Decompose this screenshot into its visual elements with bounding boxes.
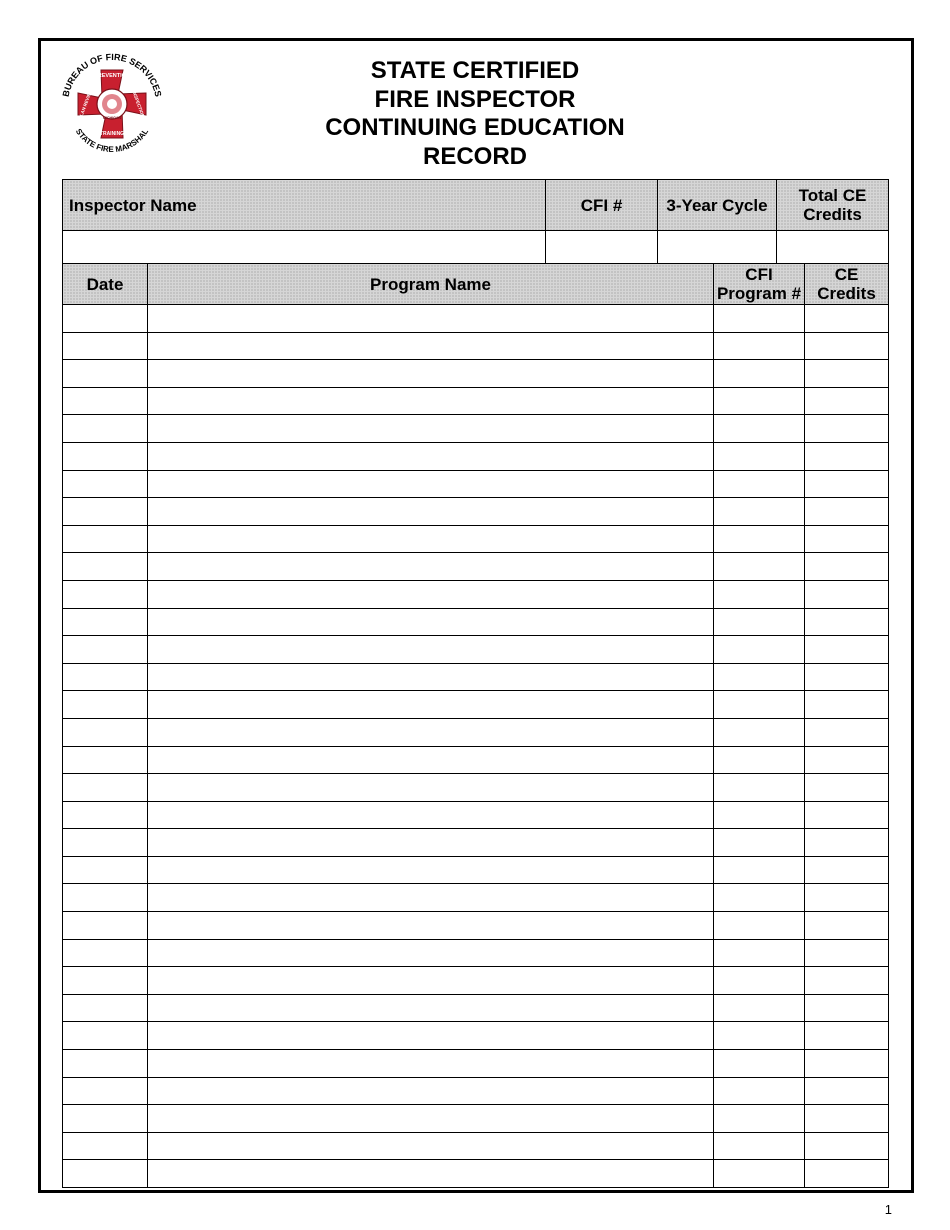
fire-marshal-logo: [56, 48, 168, 160]
program-name-cell[interactable]: [148, 774, 714, 802]
date-cell[interactable]: [63, 1077, 148, 1105]
date-cell[interactable]: [63, 360, 148, 388]
cfi-program-number-cell[interactable]: [714, 636, 805, 664]
date-cell[interactable]: [63, 470, 148, 498]
table-row: [63, 801, 889, 829]
cfi-program-number-cell[interactable]: [714, 498, 805, 526]
date-cell[interactable]: [63, 332, 148, 360]
table-row: [63, 663, 889, 691]
ce-credits-cell[interactable]: [805, 525, 889, 553]
date-cell[interactable]: [63, 939, 148, 967]
date-cell[interactable]: [63, 415, 148, 443]
program-name-cell[interactable]: [148, 1160, 714, 1188]
program-name-cell[interactable]: [148, 718, 714, 746]
cfi-program-line-1: CFI: [745, 265, 773, 284]
ce-credits-cell[interactable]: [805, 912, 889, 940]
ce-credits-header: [805, 264, 889, 305]
cfi-program-number-cell[interactable]: [714, 856, 805, 884]
table-row: [63, 525, 889, 553]
date-cell[interactable]: [63, 1050, 148, 1078]
date-cell[interactable]: [63, 746, 148, 774]
date-cell[interactable]: [63, 663, 148, 691]
ce-credits-cell[interactable]: [805, 1160, 889, 1188]
date-cell[interactable]: [63, 525, 148, 553]
table-row: [63, 884, 889, 912]
logo-center: MICHIGAN: [102, 116, 122, 120]
table-row: [63, 1132, 889, 1160]
program-name-cell[interactable]: [148, 967, 714, 995]
ce-credits-cell[interactable]: [805, 1050, 889, 1078]
program-name-cell[interactable]: [148, 829, 714, 857]
logo-cross-right: INSPECTION: [131, 90, 146, 118]
program-name-cell[interactable]: [148, 801, 714, 829]
log-rows: [63, 305, 889, 1188]
program-name-header: Program Name: [148, 264, 714, 305]
date-cell[interactable]: [63, 387, 148, 415]
table-row: [63, 1105, 889, 1133]
cfi-program-number-cell[interactable]: [714, 801, 805, 829]
date-cell[interactable]: [63, 967, 148, 995]
cfi-program-number-cell[interactable]: [714, 746, 805, 774]
form-title: [250, 57, 700, 171]
table-row: [63, 608, 889, 636]
table-row: [63, 1160, 889, 1188]
program-name-cell[interactable]: [148, 994, 714, 1022]
inspector-name-header: Inspector Name: [63, 180, 546, 231]
program-name-cell[interactable]: [148, 608, 714, 636]
table-row: [63, 360, 889, 388]
date-cell[interactable]: [63, 442, 148, 470]
table-row: [63, 305, 889, 333]
table-row: [63, 774, 889, 802]
date-cell[interactable]: [63, 608, 148, 636]
education-log-table: [62, 263, 889, 1188]
table-row: [63, 553, 889, 581]
total-ce-line-2: Credits: [803, 205, 862, 224]
ce-credits-cell[interactable]: [805, 470, 889, 498]
date-cell[interactable]: [63, 774, 148, 802]
table-row: [63, 415, 889, 443]
program-name-cell[interactable]: [148, 663, 714, 691]
table-row: [63, 442, 889, 470]
maltese-cross-icon: [78, 70, 146, 138]
cfi-program-number-cell[interactable]: [714, 1105, 805, 1133]
ce-credits-cell[interactable]: [805, 746, 889, 774]
ce-credits-cell[interactable]: [805, 387, 889, 415]
program-name-cell[interactable]: [148, 305, 714, 333]
ce-credits-cell[interactable]: [805, 608, 889, 636]
table-row: [63, 967, 889, 995]
date-cell[interactable]: [63, 1105, 148, 1133]
date-cell[interactable]: [63, 1160, 148, 1188]
cfi-program-number-cell[interactable]: [714, 387, 805, 415]
cfi-program-number-cell[interactable]: [714, 332, 805, 360]
cfi-program-number-cell[interactable]: [714, 360, 805, 388]
date-cell[interactable]: [63, 718, 148, 746]
ce-credits-cell[interactable]: [805, 1022, 889, 1050]
ce-credits-cell[interactable]: [805, 718, 889, 746]
cfi-program-number-cell[interactable]: [714, 912, 805, 940]
year-cycle-header: 3-Year Cycle: [658, 180, 777, 231]
logo-cross-left: PLAN REVIEW: [77, 88, 94, 120]
total-ce-credits-field[interactable]: [777, 231, 889, 264]
program-name-cell[interactable]: [148, 332, 714, 360]
ce-credits-cell[interactable]: [805, 967, 889, 995]
program-name-cell[interactable]: [148, 360, 714, 388]
program-name-cell[interactable]: [148, 1105, 714, 1133]
ce-credits-cell[interactable]: [805, 884, 889, 912]
cfi-program-number-cell[interactable]: [714, 1022, 805, 1050]
year-cycle-field[interactable]: [658, 231, 777, 264]
ce-credits-line-2: Credits: [817, 284, 876, 303]
date-cell[interactable]: [63, 884, 148, 912]
program-name-cell[interactable]: [148, 1022, 714, 1050]
ce-credits-cell[interactable]: [805, 801, 889, 829]
ce-credits-cell[interactable]: [805, 360, 889, 388]
cfi-program-number-cell[interactable]: [714, 1160, 805, 1188]
ce-credits-cell[interactable]: [805, 939, 889, 967]
cfi-program-number-cell[interactable]: [714, 939, 805, 967]
table-row: [63, 691, 889, 719]
table-row: [63, 829, 889, 857]
ce-credits-cell[interactable]: [805, 580, 889, 608]
program-name-cell[interactable]: [148, 1077, 714, 1105]
cfi-program-number-header: [714, 264, 805, 305]
total-ce-line-1: Total CE: [798, 186, 867, 205]
ce-credits-cell[interactable]: [805, 1077, 889, 1105]
title-line-4: RECORD: [422, 142, 527, 170]
cfi-program-number-cell[interactable]: [714, 994, 805, 1022]
program-name-cell[interactable]: [148, 884, 714, 912]
table-row: [63, 636, 889, 664]
date-cell[interactable]: [63, 1022, 148, 1050]
cfi-program-number-cell[interactable]: [714, 884, 805, 912]
total-ce-credits-header: [777, 180, 889, 231]
program-name-cell[interactable]: [148, 470, 714, 498]
ce-credits-cell[interactable]: [805, 305, 889, 333]
ce-credits-cell[interactable]: [805, 332, 889, 360]
cfi-program-number-cell[interactable]: [714, 1132, 805, 1160]
program-name-cell[interactable]: [148, 691, 714, 719]
table-row: [63, 912, 889, 940]
program-name-cell[interactable]: [148, 553, 714, 581]
date-cell[interactable]: [63, 580, 148, 608]
ce-credits-line-1: CE: [834, 265, 859, 284]
cfi-program-number-cell[interactable]: [714, 691, 805, 719]
table-row: [63, 470, 889, 498]
cfi-program-number-cell[interactable]: [714, 1050, 805, 1078]
program-name-cell[interactable]: [148, 939, 714, 967]
date-cell[interactable]: [63, 498, 148, 526]
cfi-program-number-cell[interactable]: [714, 1077, 805, 1105]
program-name-cell[interactable]: [148, 415, 714, 443]
date-cell[interactable]: [63, 553, 148, 581]
cfi-program-number-cell[interactable]: [714, 774, 805, 802]
table-row: [63, 746, 889, 774]
ce-credits-cell[interactable]: [805, 663, 889, 691]
program-name-cell[interactable]: [148, 1132, 714, 1160]
table-row: [63, 1022, 889, 1050]
date-cell[interactable]: [63, 994, 148, 1022]
inspector-name-field[interactable]: [63, 231, 546, 264]
date-cell[interactable]: [63, 801, 148, 829]
cfi-program-line-2: Program #: [716, 284, 802, 303]
logo-ring-bottom: STATE FIRE MARSHAL: [73, 127, 151, 155]
table-row: [63, 1050, 889, 1078]
cfi-program-number-cell[interactable]: [714, 470, 805, 498]
logo-cross-bottom: TRAINING: [99, 131, 125, 137]
cfi-program-number-cell[interactable]: [714, 442, 805, 470]
cfi-program-number-cell[interactable]: [714, 608, 805, 636]
table-row: [63, 939, 889, 967]
ce-credits-cell[interactable]: [805, 415, 889, 443]
cfi-program-number-cell[interactable]: [714, 415, 805, 443]
date-cell[interactable]: [63, 636, 148, 664]
title-line-3: CONTINUING EDUCATION: [325, 114, 625, 141]
table-row: [63, 856, 889, 884]
program-name-cell[interactable]: [148, 636, 714, 664]
ce-credits-cell[interactable]: [805, 442, 889, 470]
program-name-cell[interactable]: [148, 1050, 714, 1078]
ce-credits-cell[interactable]: [805, 691, 889, 719]
cfi-number-header: CFI #: [546, 180, 658, 231]
title-line-2: FIRE INSPECTOR: [374, 85, 576, 113]
date-cell[interactable]: [63, 912, 148, 940]
cfi-program-number-cell[interactable]: [714, 663, 805, 691]
program-name-cell[interactable]: [148, 442, 714, 470]
table-row: [63, 387, 889, 415]
table-row: [63, 718, 889, 746]
ce-credits-cell[interactable]: [805, 498, 889, 526]
cfi-program-number-cell[interactable]: [714, 580, 805, 608]
inspector-info-table: [62, 179, 889, 264]
table-row: [63, 498, 889, 526]
ce-credits-cell[interactable]: [805, 1132, 889, 1160]
table-row: [63, 580, 889, 608]
date-cell[interactable]: [63, 691, 148, 719]
date-cell[interactable]: [63, 829, 148, 857]
program-name-cell[interactable]: [148, 856, 714, 884]
table-row: [63, 1077, 889, 1105]
page-number: 1: [884, 1202, 892, 1217]
program-name-cell[interactable]: [148, 912, 714, 940]
program-name-cell[interactable]: [148, 525, 714, 553]
cfi-program-number-cell[interactable]: [714, 525, 805, 553]
table-row: [63, 332, 889, 360]
date-cell[interactable]: [63, 305, 148, 333]
cfi-program-number-cell[interactable]: [714, 967, 805, 995]
ce-credits-cell[interactable]: [805, 829, 889, 857]
ce-credits-cell[interactable]: [805, 856, 889, 884]
date-cell[interactable]: [63, 856, 148, 884]
ce-credits-cell[interactable]: [805, 994, 889, 1022]
date-cell[interactable]: [63, 1132, 148, 1160]
title-line-1: STATE CERTIFIED: [370, 57, 580, 84]
ce-credits-cell[interactable]: [805, 1105, 889, 1133]
logo-ring-top: BUREAU OF FIRE SERVICES: [60, 51, 164, 98]
ce-credits-cell[interactable]: [805, 636, 889, 664]
cfi-program-number-cell[interactable]: [714, 718, 805, 746]
date-header: Date: [63, 264, 148, 305]
ce-credits-cell[interactable]: [805, 553, 889, 581]
program-name-cell[interactable]: [148, 498, 714, 526]
cfi-program-number-cell[interactable]: [714, 305, 805, 333]
cfi-program-number-cell[interactable]: [714, 553, 805, 581]
program-name-cell[interactable]: [148, 746, 714, 774]
ce-credits-cell[interactable]: [805, 774, 889, 802]
cfi-number-field[interactable]: [546, 231, 658, 264]
table-row: [63, 994, 889, 1022]
cfi-program-number-cell[interactable]: [714, 829, 805, 857]
program-name-cell[interactable]: [148, 387, 714, 415]
logo-cross-top: PREVENTION: [94, 73, 130, 79]
program-name-cell[interactable]: [148, 580, 714, 608]
